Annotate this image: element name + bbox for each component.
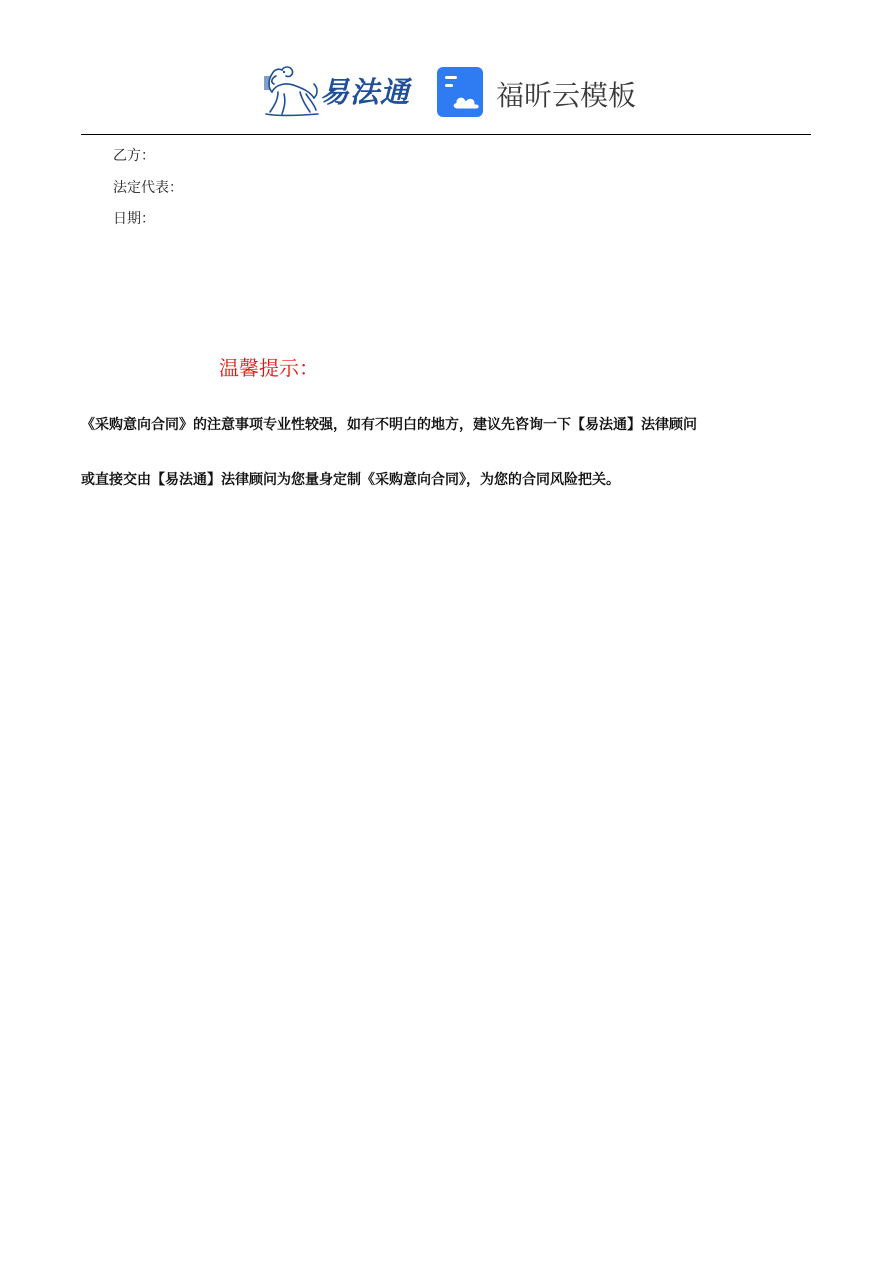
yifatong-logo-text: 易法通 (320, 75, 411, 109)
party-b-label: 乙方： (113, 148, 155, 164)
page-header (0, 58, 893, 122)
cloud-document-icon (436, 66, 488, 118)
header-divider (81, 134, 811, 135)
qilin-emblem-icon (262, 62, 320, 118)
fuxin-cloud-template-logo (436, 66, 636, 118)
warm-tip-line-2: 或直接交由【易法通】法律顾问为您量身定制《采购意向合同》，为您的合同风险把关。 (81, 472, 620, 488)
warm-tip-title: 温馨提示： (219, 356, 319, 380)
legal-representative-label: 法定代表： (113, 180, 183, 196)
warm-tip-line-1: 《采购意向合同》的注意事项专业性较强，如有不明白的地方，建议先咨询一下【易法通】法律顾问 (81, 417, 697, 433)
date-label: 日期： (113, 211, 155, 227)
yifatong-logo (262, 62, 414, 118)
fuxin-logo-text: 福昕云模板 (496, 79, 637, 112)
